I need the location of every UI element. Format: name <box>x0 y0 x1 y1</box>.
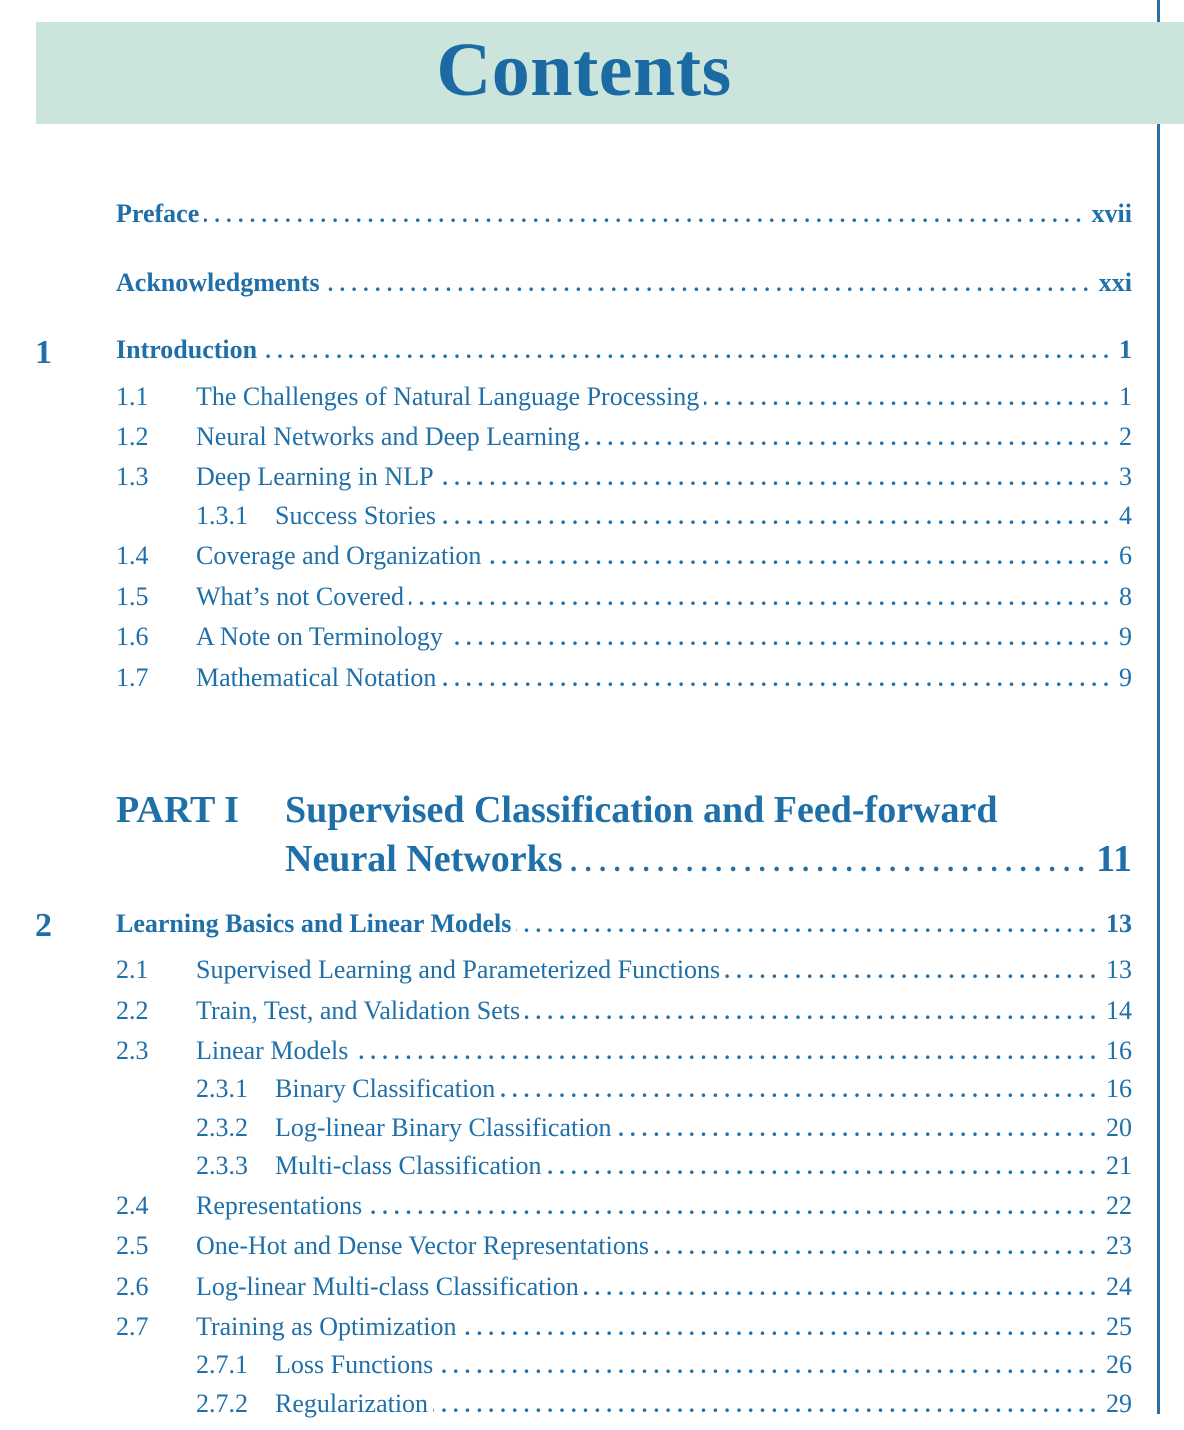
toc-entry-title: Mathematical Notation <box>196 663 437 692</box>
toc-entry-page: 13 <box>1106 955 1132 984</box>
dot-leader <box>584 1272 1102 1304</box>
toc-entry-title: Learning Basics and Linear Models <box>116 909 512 938</box>
toc-entry-section[interactable] <box>196 1190 1132 1223</box>
dot-leader <box>439 462 1115 494</box>
dot-leader <box>262 335 1115 367</box>
toc-entry-subsection[interactable] <box>275 1388 1132 1421</box>
toc-entry-page: 29 <box>1106 1389 1132 1418</box>
section-number: 2.5 <box>116 1231 149 1260</box>
section-number: 1.5 <box>116 582 149 611</box>
dot-leader <box>500 1074 1102 1106</box>
dot-leader <box>525 996 1102 1028</box>
toc-entry-section[interactable] <box>196 621 1132 654</box>
section-number: 2.4 <box>116 1191 149 1220</box>
toc-entry-title: Neural Networks and Deep Learning <box>196 422 581 451</box>
dot-leader <box>325 268 1095 300</box>
toc-entry-page: 23 <box>1106 1231 1132 1260</box>
toc-entry-page: 16 <box>1106 1036 1132 1065</box>
dot-leader <box>433 1389 1102 1421</box>
toc-entry-page: 9 <box>1119 622 1132 651</box>
toc-entry-title: Regularization <box>275 1389 429 1418</box>
toc-entry-title: Introduction <box>116 335 258 364</box>
dot-leader <box>546 1151 1102 1183</box>
toc-entry-title: Success Stories <box>275 501 437 530</box>
subsection-number: 2.3.3 <box>196 1151 248 1180</box>
dot-leader <box>409 582 1115 614</box>
toc-entry-section[interactable] <box>196 954 1132 987</box>
dot-leader <box>654 1231 1102 1263</box>
toc-entry-page: 21 <box>1106 1151 1132 1180</box>
page-title: Contents <box>436 28 732 112</box>
part-title-line-1[interactable]: Supervised Classification and Feed-forward <box>285 789 998 831</box>
dot-leader <box>585 422 1115 454</box>
dot-leader <box>725 955 1102 987</box>
toc-entry-page: 4 <box>1119 501 1132 530</box>
toc-entry-title: Preface <box>116 199 200 228</box>
section-number: 1.4 <box>116 541 149 570</box>
toc-entry-acknowledgments[interactable] <box>116 267 1132 300</box>
subsection-number: 2.7.2 <box>196 1389 248 1418</box>
toc-entry-section[interactable] <box>196 381 1132 414</box>
toc-entry-page: 3 <box>1119 462 1132 491</box>
dot-leader <box>448 622 1115 654</box>
section-number: 1.7 <box>116 663 149 692</box>
toc-entry-page: xxi <box>1098 268 1132 297</box>
toc-entry-title: Acknowledgments <box>116 268 320 297</box>
section-number: 2.3 <box>116 1036 149 1065</box>
toc-entry-title: A Note on Terminology <box>196 622 443 651</box>
toc-entry-page: 2 <box>1119 422 1132 451</box>
section-number: 2.1 <box>116 955 149 984</box>
dot-leader <box>461 1312 1102 1344</box>
toc-entry-section[interactable] <box>196 662 1132 695</box>
toc-entry-page: 1 <box>1119 382 1132 411</box>
section-number: 1.1 <box>116 382 149 411</box>
toc-entry-section[interactable] <box>196 1230 1132 1263</box>
toc-entry-title: The Challenges of Natural Language Processing <box>196 382 700 411</box>
chapter-number: 2 <box>35 907 52 944</box>
section-number: 2.2 <box>116 996 149 1025</box>
chapter-number: 1 <box>35 334 52 371</box>
dot-leader <box>568 839 1093 887</box>
toc-entry-section[interactable] <box>196 1311 1132 1344</box>
toc-entry-title: Linear Models <box>196 1036 349 1065</box>
toc-entry-chapter-2[interactable] <box>116 908 1132 941</box>
toc-entry-title: Deep Learning in NLP <box>196 462 434 491</box>
toc-entry-title: Loss Functions <box>275 1350 434 1379</box>
dot-leader <box>704 382 1115 414</box>
toc-entry-subsection[interactable] <box>275 1112 1132 1145</box>
page-edge-rule <box>1157 0 1160 1414</box>
subsection-number: 2.3.1 <box>196 1074 248 1103</box>
toc-entry-section[interactable] <box>196 461 1132 494</box>
toc-entry-preface[interactable] <box>116 198 1132 231</box>
toc-entry-title: Log-linear Binary Classification <box>275 1113 612 1142</box>
part-title-line-2: Neural Networks <box>285 838 563 880</box>
toc-entry-page: 20 <box>1106 1113 1132 1142</box>
toc-entry-part-1[interactable] <box>285 835 1132 887</box>
toc-entry-page: xvii <box>1091 199 1132 228</box>
toc-entry-title: Multi-class Classification <box>275 1151 542 1180</box>
toc-entry-title: What’s not Covered <box>196 582 404 611</box>
toc-entry-section[interactable] <box>196 421 1132 454</box>
toc-entry-page: 24 <box>1106 1272 1132 1301</box>
toc-entry-title: Supervised Learning and Parameterized Functions <box>196 955 721 984</box>
toc-entry-page: 14 <box>1106 996 1132 1025</box>
dot-leader <box>441 663 1115 695</box>
toc-entry-page: 9 <box>1119 663 1132 692</box>
dot-leader <box>441 501 1115 533</box>
part-label: PART I <box>116 789 239 831</box>
toc-entry-subsection[interactable] <box>275 1150 1132 1183</box>
subsection-number: 2.7.1 <box>196 1350 248 1379</box>
section-number: 2.6 <box>116 1272 149 1301</box>
toc-entry-page: 1 <box>1119 335 1132 364</box>
toc-entry-page: 22 <box>1106 1191 1132 1220</box>
toc-entry-subsection[interactable] <box>275 1073 1132 1106</box>
section-number: 1.3 <box>116 462 149 491</box>
toc-entry-subsection[interactable] <box>275 500 1132 533</box>
subsection-number: 1.3.1 <box>196 501 248 530</box>
toc-entry-page: 16 <box>1106 1074 1132 1103</box>
dot-leader <box>204 199 1087 231</box>
toc-entry-title: One-Hot and Dense Vector Representations <box>196 1231 649 1260</box>
dot-leader <box>353 1036 1102 1068</box>
toc-entry-title: Coverage and Organization <box>196 541 482 570</box>
toc-entry-section[interactable] <box>196 1035 1132 1068</box>
toc-entry-subsection[interactable] <box>275 1349 1132 1382</box>
toc-entry-page: 8 <box>1119 582 1132 611</box>
dot-leader <box>516 909 1102 941</box>
toc-entry-section[interactable] <box>196 540 1132 573</box>
toc-entry-page: 25 <box>1106 1312 1132 1341</box>
toc-entry-page: 26 <box>1106 1350 1132 1379</box>
toc-entry-section[interactable] <box>196 581 1132 614</box>
section-number: 2.7 <box>116 1312 149 1341</box>
toc-entry-title: Train, Test, and Validation Sets <box>196 996 521 1025</box>
dot-leader <box>486 541 1115 573</box>
toc-entry-title: Log-linear Multi-class Classification <box>196 1272 579 1301</box>
toc-entry-page: 11 <box>1096 838 1132 880</box>
dot-leader <box>367 1191 1102 1223</box>
toc-entry-section[interactable] <box>196 1271 1132 1304</box>
toc-entry-page: 13 <box>1106 909 1132 938</box>
dot-leader <box>616 1113 1102 1145</box>
toc-entry-title: Binary Classification <box>275 1074 496 1103</box>
dot-leader <box>438 1350 1102 1382</box>
toc-entry-chapter-1[interactable] <box>116 334 1132 367</box>
section-number: 1.6 <box>116 622 149 651</box>
toc-entry-title: Representations <box>196 1191 363 1220</box>
toc-entry-title: Training as Optimization <box>196 1312 457 1341</box>
toc-entry-section[interactable] <box>196 995 1132 1028</box>
section-number: 1.2 <box>116 422 149 451</box>
subsection-number: 2.3.2 <box>196 1113 248 1142</box>
toc-entry-page: 6 <box>1119 541 1132 570</box>
